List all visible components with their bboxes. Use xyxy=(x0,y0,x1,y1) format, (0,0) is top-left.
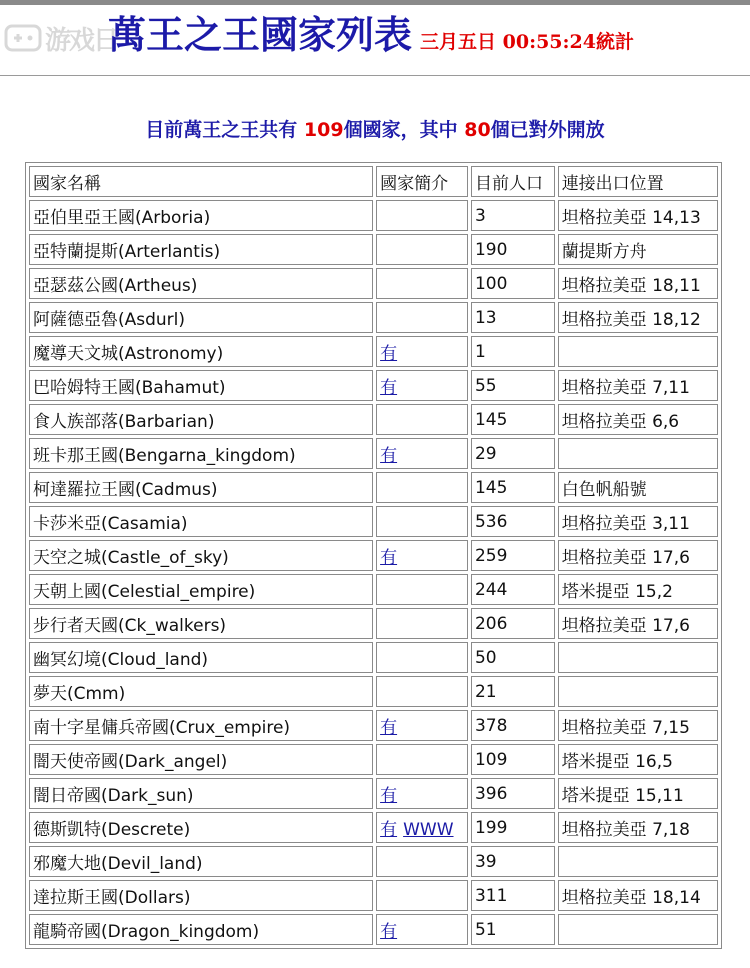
table-row xyxy=(29,506,718,537)
population-cell: 21 xyxy=(471,676,555,707)
watermark-text: 游戏日 xyxy=(45,25,118,56)
country-name-cell: 天朝上國(Celestial_empire) xyxy=(29,574,373,605)
exit-location-cell: 坦格拉美亞 7,18 xyxy=(558,812,718,843)
population-cell: 1 xyxy=(471,336,555,367)
exit-location-cell: 坦格拉美亞 18,11 xyxy=(558,268,718,299)
table-row xyxy=(29,778,718,809)
population-cell: 39 xyxy=(471,846,555,877)
exit-location-cell: 塔米提亞 15,11 xyxy=(558,778,718,809)
population-cell: 244 xyxy=(471,574,555,605)
country-intro-cell xyxy=(376,302,468,333)
header-divider xyxy=(0,75,750,76)
country-name-cell: 達拉斯王國(Dollars) xyxy=(29,880,373,911)
population-cell: 100 xyxy=(471,268,555,299)
page-title: 萬王之王國家列表 xyxy=(108,12,413,57)
country-name-cell: 天空之城(Castle_of_sky) xyxy=(29,540,373,571)
intro-link[interactable]: 有 xyxy=(380,344,398,364)
country-intro-cell xyxy=(376,540,468,571)
country-intro-cell xyxy=(376,880,468,911)
table-row xyxy=(29,370,718,401)
population-cell: 145 xyxy=(471,404,555,435)
country-name-cell: 阿薩德亞魯(Asdurl) xyxy=(29,302,373,333)
table-row xyxy=(29,200,718,231)
intro-link[interactable]: 有 xyxy=(380,446,398,466)
gamepad-icon xyxy=(3,18,43,58)
intro-link[interactable]: 有 xyxy=(380,786,398,806)
summary-prefix: 目前萬王之王共有 xyxy=(145,119,304,141)
country-name-cell: 闇天使帝國(Dark_angel) xyxy=(29,744,373,775)
country-intro-cell xyxy=(376,438,468,469)
table-row xyxy=(29,540,718,571)
table-row xyxy=(29,404,718,435)
population-cell: 311 xyxy=(471,880,555,911)
exit-location-cell xyxy=(558,336,718,367)
summary-suffix: 個已對外開放 xyxy=(490,119,605,141)
country-intro-cell xyxy=(376,268,468,299)
exit-location-cell xyxy=(558,914,718,945)
website-link[interactable]: WWW xyxy=(403,820,454,840)
exit-location-cell: 坦格拉美亞 18,12 xyxy=(558,302,718,333)
population-cell: 3 xyxy=(471,200,555,231)
table-row xyxy=(29,846,718,877)
country-name-cell: 邪魔大地(Devil_land) xyxy=(29,846,373,877)
population-cell: 55 xyxy=(471,370,555,401)
table-row xyxy=(29,234,718,265)
exit-location-cell: 坦格拉美亞 7,15 xyxy=(558,710,718,741)
country-intro-cell xyxy=(376,778,468,809)
population-cell: 190 xyxy=(471,234,555,265)
table-row xyxy=(29,710,718,741)
table-row xyxy=(29,302,718,333)
column-header-intro: 國家簡介 xyxy=(376,166,468,197)
country-intro-cell xyxy=(376,370,468,401)
country-intro-cell xyxy=(376,744,468,775)
exit-location-cell: 白色帆船號 xyxy=(558,472,718,503)
exit-location-cell xyxy=(558,642,718,673)
country-intro-cell xyxy=(376,234,468,265)
country-intro-cell xyxy=(376,846,468,877)
open-count: 80 xyxy=(464,119,491,141)
table-row xyxy=(29,438,718,469)
country-intro-cell xyxy=(376,812,468,843)
intro-link[interactable]: 有 xyxy=(380,548,398,568)
country-name-cell: 巴哈姆特王國(Bahamut) xyxy=(29,370,373,401)
summary-middle: 個國家，其中 xyxy=(343,119,465,141)
intro-link[interactable]: 有 xyxy=(380,378,398,398)
page-header xyxy=(108,4,634,64)
country-name-cell: 夢天(Cmm) xyxy=(29,676,373,707)
population-cell: 536 xyxy=(471,506,555,537)
table-row xyxy=(29,472,718,503)
intro-link[interactable]: 有 xyxy=(380,820,398,840)
table-header-row xyxy=(29,166,718,197)
country-intro-cell xyxy=(376,642,468,673)
exit-location-cell xyxy=(558,846,718,877)
intro-link[interactable]: 有 xyxy=(380,922,398,942)
country-name-cell: 食人族部落(Barbarian) xyxy=(29,404,373,435)
country-name-cell: 龍騎帝國(Dragon_kingdom) xyxy=(29,914,373,945)
table-row xyxy=(29,642,718,673)
country-intro-cell xyxy=(376,608,468,639)
column-header-population: 目前人口 xyxy=(471,166,555,197)
population-cell: 109 xyxy=(471,744,555,775)
table-row xyxy=(29,676,718,707)
country-intro-cell xyxy=(376,404,468,435)
country-name-cell: 亞特蘭提斯(Arterlantis) xyxy=(29,234,373,265)
country-name-cell: 步行者天國(Ck_walkers) xyxy=(29,608,373,639)
country-intro-cell xyxy=(376,472,468,503)
population-cell: 396 xyxy=(471,778,555,809)
exit-location-cell: 坦格拉美亞 3,11 xyxy=(558,506,718,537)
country-name-cell: 班卡那王國(Bengarna_kingdom) xyxy=(29,438,373,469)
table-row xyxy=(29,880,718,911)
exit-location-cell xyxy=(558,676,718,707)
exit-location-cell: 塔米提亞 15,2 xyxy=(558,574,718,605)
exit-location-cell: 蘭提斯方舟 xyxy=(558,234,718,265)
population-cell: 51 xyxy=(471,914,555,945)
table-row xyxy=(29,608,718,639)
population-cell: 29 xyxy=(471,438,555,469)
table-row xyxy=(29,744,718,775)
table-row xyxy=(29,268,718,299)
summary-line xyxy=(0,115,750,142)
exit-location-cell: 坦格拉美亞 18,14 xyxy=(558,880,718,911)
intro-link[interactable]: 有 xyxy=(380,718,398,738)
table-row xyxy=(29,914,718,945)
country-intro-cell xyxy=(376,914,468,945)
country-intro-cell xyxy=(376,336,468,367)
population-cell: 378 xyxy=(471,710,555,741)
exit-location-cell: 坦格拉美亞 14,13 xyxy=(558,200,718,231)
total-count: 109 xyxy=(303,119,344,141)
table-row xyxy=(29,574,718,605)
population-cell: 259 xyxy=(471,540,555,571)
country-intro-cell xyxy=(376,710,468,741)
column-header-name: 國家名稱 xyxy=(29,166,373,197)
table-row xyxy=(29,812,718,843)
table-row xyxy=(29,336,718,367)
stats-timestamp: 三月五日 00:55:24統計 xyxy=(420,31,634,53)
population-cell: 206 xyxy=(471,608,555,639)
country-table xyxy=(25,162,722,949)
country-name-cell: 柯達羅拉王國(Cadmus) xyxy=(29,472,373,503)
exit-location-cell xyxy=(558,438,718,469)
country-name-cell: 魔導天文城(Astronomy) xyxy=(29,336,373,367)
population-cell: 13 xyxy=(471,302,555,333)
country-name-cell: 南十字星傭兵帝國(Crux_empire) xyxy=(29,710,373,741)
country-name-cell: 幽冥幻境(Cloud_land) xyxy=(29,642,373,673)
country-intro-cell xyxy=(376,200,468,231)
country-intro-cell xyxy=(376,574,468,605)
country-name-cell: 亞伯里亞王國(Arboria) xyxy=(29,200,373,231)
exit-location-cell: 坦格拉美亞 17,6 xyxy=(558,540,718,571)
country-intro-cell xyxy=(376,506,468,537)
population-cell: 199 xyxy=(471,812,555,843)
exit-location-cell: 坦格拉美亞 6,6 xyxy=(558,404,718,435)
country-intro-cell xyxy=(376,676,468,707)
population-cell: 50 xyxy=(471,642,555,673)
country-name-cell: 闇日帝國(Dark_sun) xyxy=(29,778,373,809)
exit-location-cell: 坦格拉美亞 17,6 xyxy=(558,608,718,639)
country-name-cell: 卡莎米亞(Casamia) xyxy=(29,506,373,537)
country-name-cell: 亞瑟茲公國(Artheus) xyxy=(29,268,373,299)
exit-location-cell: 坦格拉美亞 7,11 xyxy=(558,370,718,401)
country-name-cell: 德斯凱特(Descrete) xyxy=(29,812,373,843)
population-cell: 145 xyxy=(471,472,555,503)
column-header-exit: 連接出口位置 xyxy=(558,166,718,197)
exit-location-cell: 塔米提亞 16,5 xyxy=(558,744,718,775)
